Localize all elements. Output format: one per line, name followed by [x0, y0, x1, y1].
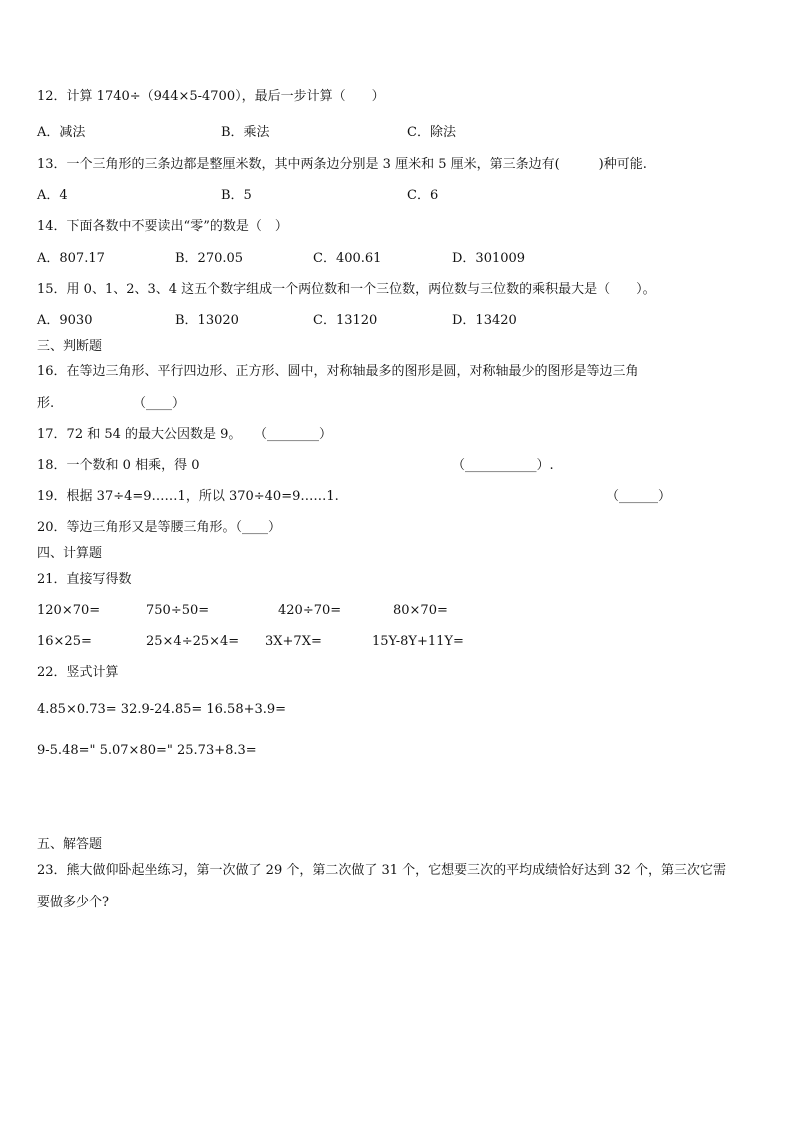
- q21-item: 80×70=: [393, 603, 448, 618]
- q17-answer-blank[interactable]: （________）: [254, 427, 333, 442]
- question-12-stem: 12．计算 1740÷（944×5-4700），最后一步计算（ ）: [37, 89, 385, 104]
- q13-option-b[interactable]: B．5: [221, 188, 252, 203]
- q19-answer-blank[interactable]: （______）: [606, 489, 672, 504]
- question-17-text: 17．72 和 54 的最大公因数是 9。: [37, 427, 242, 442]
- q14-option-d[interactable]: D．301009: [452, 251, 526, 266]
- q16-answer-blank[interactable]: （____）: [133, 396, 186, 411]
- q14-option-c[interactable]: C．400.61: [313, 251, 382, 266]
- section-heading-word-problems: 五、解答题: [37, 837, 103, 852]
- q21-item: 750÷50=: [146, 603, 210, 618]
- q21-item: 420÷70=: [278, 603, 342, 618]
- question-16-line1: 16．在等边三角形、平行四边形、正方形、圆中，对称轴最多的图形是圆，对称轴最少的图形是等边三角: [37, 364, 639, 379]
- q21-item: 120×70=: [37, 603, 101, 618]
- question-22-title: 22．竖式计算: [37, 665, 119, 680]
- q21-item: 3X+7X=: [265, 634, 322, 649]
- q22-line1: 4.85×0.73= 32.9-24.85= 16.58+3.9=: [37, 702, 287, 717]
- q21-item: 25×4÷25×4=: [146, 634, 240, 649]
- q14-option-b[interactable]: B．270.05: [175, 251, 244, 266]
- question-23-line1: 23．熊大做仰卧起坐练习，第一次做了 29 个，第二次做了 31 个，它想要三次的平均成绩恰好达到 32 个，第三次它需: [37, 863, 726, 878]
- q12-option-c[interactable]: C．除法: [407, 125, 456, 140]
- q21-item: 16×25=: [37, 634, 92, 649]
- question-14-stem: 14．下面各数中不要读出“零”的数是（ ）: [37, 219, 288, 234]
- question-21-title: 21．直接写得数: [37, 572, 132, 587]
- q15-option-c[interactable]: C．13120: [313, 313, 378, 328]
- question-15-stem: 15．用 0、1、2、3、4 这五个数字组成一个两位数和一个三位数，两位数与三位数的乘积最大是（ ）。: [37, 282, 656, 297]
- section-heading-judgment: 三、判断题: [37, 339, 103, 354]
- question-18-text: 18．一个数和 0 相乘，得 0: [37, 458, 200, 473]
- q15-option-b[interactable]: B．13020: [175, 313, 239, 328]
- q15-option-d[interactable]: D．13420: [452, 313, 517, 328]
- question-23-line2: 要做多少个?: [37, 895, 109, 910]
- q13-option-c[interactable]: C．6: [407, 188, 439, 203]
- section-heading-calculation: 四、计算题: [37, 546, 103, 561]
- q12-option-a[interactable]: A．减法: [37, 125, 86, 140]
- question-19-text: 19．根据 37÷4=9……1，所以 370÷40=9……1.: [37, 489, 339, 504]
- q22-line2: 9-5.48=" 5.07×80=" 25.73+8.3=: [37, 743, 257, 758]
- q15-option-a[interactable]: A．9030: [37, 313, 93, 328]
- q18-answer-blank[interactable]: （___________）.: [452, 458, 554, 473]
- q12-option-b[interactable]: B．乘法: [221, 125, 270, 140]
- question-13-stem: 13．一个三角形的三条边都是整厘米数，其中两条边分别是 3 厘米和 5 厘米，第三条边有( )种可能.: [37, 157, 647, 172]
- q21-item: 15Y-8Y+11Y=: [372, 634, 464, 649]
- q14-option-a[interactable]: A．807.17: [37, 251, 105, 266]
- question-20-text: 20．等边三角形又是等腰三角形。（____）: [37, 520, 282, 535]
- q13-option-a[interactable]: A．4: [37, 188, 68, 203]
- question-16-line2: 形.: [37, 396, 55, 411]
